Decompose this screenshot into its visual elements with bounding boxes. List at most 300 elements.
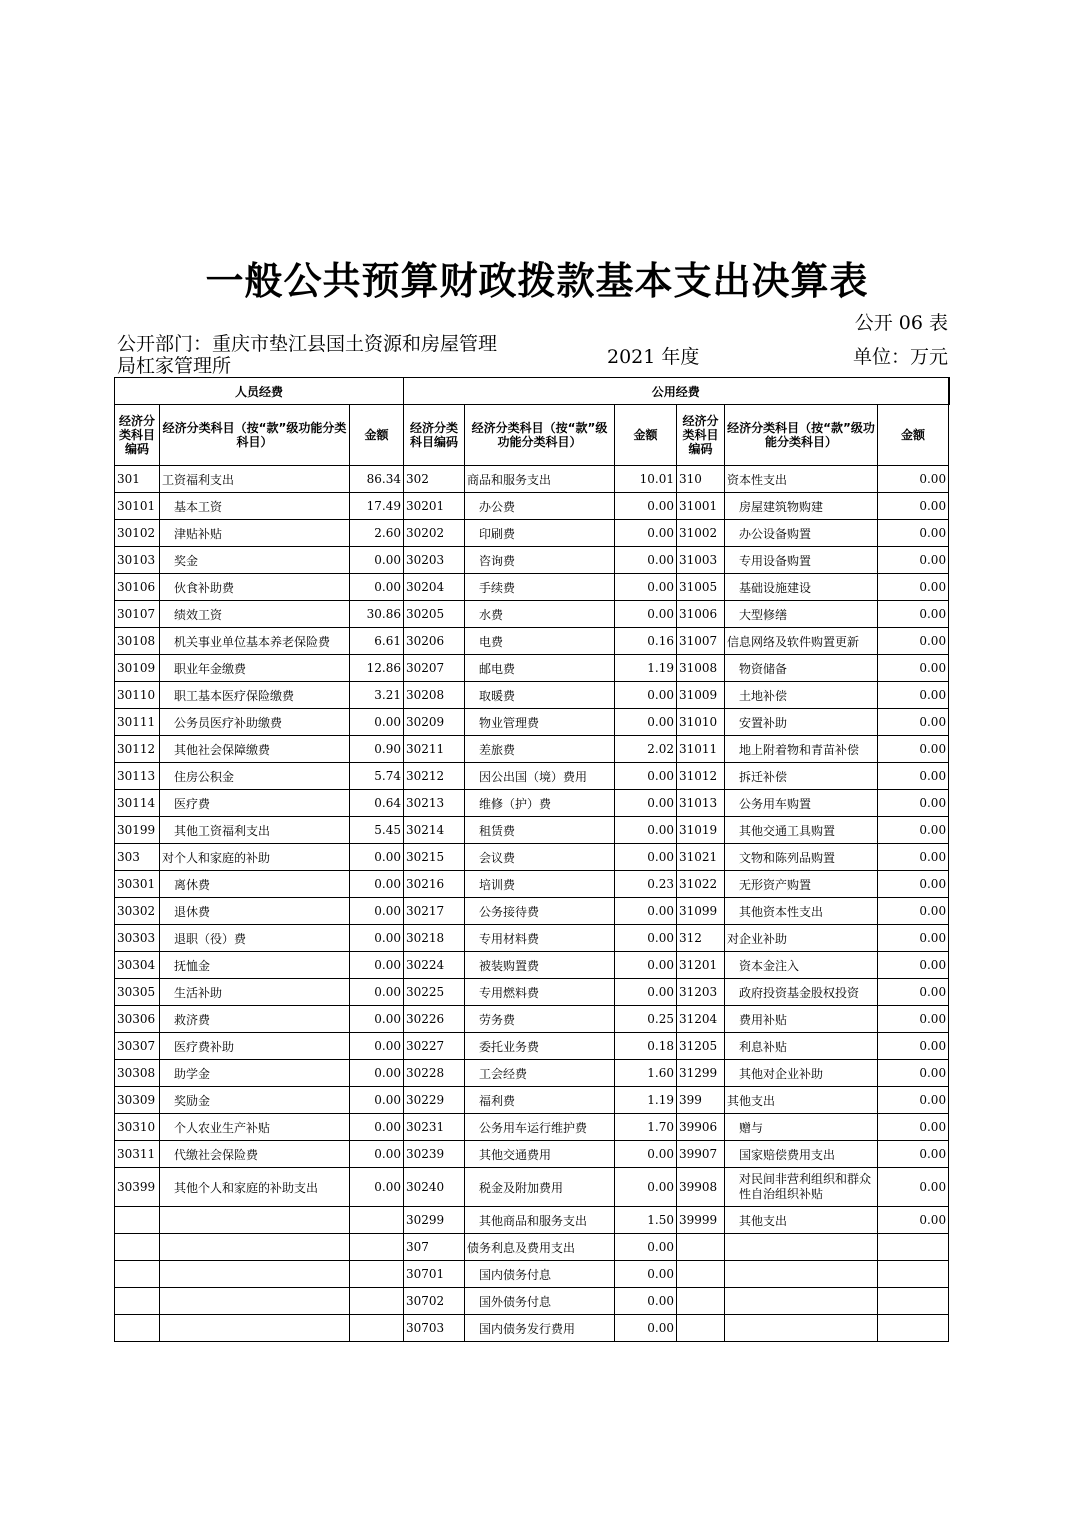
amount-cell: 0.00 [615, 547, 677, 574]
name-cell [160, 1261, 350, 1288]
name-cell: 资本性支出 [725, 466, 878, 493]
code-cell: 39907 [677, 1141, 725, 1168]
code-cell: 31001 [677, 493, 725, 520]
amount-cell [350, 1234, 404, 1261]
code-cell: 31009 [677, 682, 725, 709]
name-cell: 奖励金 [160, 1087, 350, 1114]
name-cell: 办公设备购置 [725, 520, 878, 547]
amount-cell: 0.18 [615, 1033, 677, 1060]
name-cell: 抚恤金 [160, 952, 350, 979]
code-cell: 30202 [404, 520, 465, 547]
code-cell: 307 [404, 1234, 465, 1261]
code-cell: 39906 [677, 1114, 725, 1141]
amount-cell: 0.00 [615, 682, 677, 709]
amount-cell: 0.00 [878, 979, 949, 1006]
amount-cell: 6.61 [350, 628, 404, 655]
amount-cell: 1.19 [615, 655, 677, 682]
code-cell: 30199 [115, 817, 160, 844]
name-cell: 债务利息及费用支出 [465, 1234, 615, 1261]
table-row [115, 628, 949, 655]
name-cell: 其他社会保障缴费 [160, 736, 350, 763]
code-cell [677, 1315, 725, 1342]
name-cell: 公务用车购置 [725, 790, 878, 817]
amount-cell: 30.86 [350, 601, 404, 628]
name-cell: 津贴补贴 [160, 520, 350, 547]
amount-cell [878, 1234, 949, 1261]
name-cell: 其他工资福利支出 [160, 817, 350, 844]
name-cell: 基本工资 [160, 493, 350, 520]
amount-cell: 0.00 [878, 628, 949, 655]
code-cell: 30310 [115, 1114, 160, 1141]
table-row [115, 1006, 949, 1033]
table-row [115, 574, 949, 601]
code-cell: 31021 [677, 844, 725, 871]
header-name: 经济分类科目（按“款”级功能分类科目） [465, 405, 615, 466]
table-row [115, 655, 949, 682]
amount-cell: 0.00 [350, 925, 404, 952]
table-row [115, 1114, 949, 1141]
table-row [115, 682, 949, 709]
table-row [115, 1060, 949, 1087]
code-cell [115, 1234, 160, 1261]
amount-cell: 0.00 [615, 763, 677, 790]
page-title: 一般公共预算财政拨款基本支出决算表 [205, 259, 869, 303]
amount-cell: 0.00 [878, 1087, 949, 1114]
amount-cell [878, 1261, 949, 1288]
name-cell: 咨询费 [465, 547, 615, 574]
amount-cell: 0.00 [350, 871, 404, 898]
table-row [115, 1087, 949, 1114]
amount-cell: 0.00 [878, 655, 949, 682]
name-cell: 差旅费 [465, 736, 615, 763]
table-row [115, 790, 949, 817]
name-cell: 费用补贴 [725, 1006, 878, 1033]
column-header-row [115, 405, 949, 466]
name-cell: 维修（护）费 [465, 790, 615, 817]
name-cell: 助学金 [160, 1060, 350, 1087]
code-cell: 303 [115, 844, 160, 871]
code-cell: 30703 [404, 1315, 465, 1342]
code-cell: 31013 [677, 790, 725, 817]
name-cell: 因公出国（境）费用 [465, 763, 615, 790]
name-cell: 办公费 [465, 493, 615, 520]
name-cell: 其他支出 [725, 1087, 878, 1114]
amount-cell: 86.34 [350, 466, 404, 493]
code-cell: 31019 [677, 817, 725, 844]
code-cell: 30225 [404, 979, 465, 1006]
code-cell: 30107 [115, 601, 160, 628]
amount-cell: 0.00 [878, 871, 949, 898]
name-cell: 职工基本医疗保险缴费 [160, 682, 350, 709]
name-cell: 奖金 [160, 547, 350, 574]
amount-cell: 0.00 [615, 979, 677, 1006]
name-cell: 物资储备 [725, 655, 878, 682]
amount-cell: 0.00 [878, 493, 949, 520]
amount-cell: 12.86 [350, 655, 404, 682]
amount-cell: 1.60 [615, 1060, 677, 1087]
code-cell: 30211 [404, 736, 465, 763]
name-cell: 个人农业生产补贴 [160, 1114, 350, 1141]
name-cell [160, 1288, 350, 1315]
code-cell: 30702 [404, 1288, 465, 1315]
amount-cell: 1.70 [615, 1114, 677, 1141]
code-cell [115, 1207, 160, 1234]
code-cell: 30216 [404, 871, 465, 898]
group-public: 公用经费 [404, 378, 949, 405]
code-cell: 399 [677, 1087, 725, 1114]
name-cell: 其他个人和家庭的补助支出 [160, 1168, 350, 1207]
group-personnel: 人员经费 [115, 378, 404, 405]
name-cell: 电费 [465, 628, 615, 655]
code-cell: 310 [677, 466, 725, 493]
amount-cell: 0.25 [615, 1006, 677, 1033]
code-cell: 30208 [404, 682, 465, 709]
amount-cell: 1.19 [615, 1087, 677, 1114]
amount-cell: 0.00 [615, 925, 677, 952]
name-cell [725, 1315, 878, 1342]
amount-cell: 0.00 [615, 844, 677, 871]
name-cell: 赠与 [725, 1114, 878, 1141]
code-cell: 30217 [404, 898, 465, 925]
code-cell: 30114 [115, 790, 160, 817]
department-label: 公开部门：重庆市垫江县国土资源和房屋管理局杠家管理所 [117, 333, 498, 377]
table-row [115, 817, 949, 844]
code-cell: 30299 [404, 1207, 465, 1234]
code-cell: 30306 [115, 1006, 160, 1033]
amount-cell: 0.00 [350, 547, 404, 574]
code-cell: 30311 [115, 1141, 160, 1168]
code-cell: 30240 [404, 1168, 465, 1207]
header-amount: 金额 [615, 405, 677, 466]
amount-cell: 0.00 [878, 925, 949, 952]
code-cell [115, 1315, 160, 1342]
name-cell [160, 1234, 350, 1261]
code-cell: 31204 [677, 1006, 725, 1033]
amount-cell: 0.00 [350, 979, 404, 1006]
amount-cell: 0.00 [615, 1234, 677, 1261]
table-row [115, 520, 949, 547]
code-cell: 30101 [115, 493, 160, 520]
header-name: 经济分类科目（按“款”级功能分类科目） [725, 405, 878, 466]
table-row [115, 1315, 949, 1342]
code-cell: 30214 [404, 817, 465, 844]
name-cell: 文物和陈列品购置 [725, 844, 878, 871]
name-cell: 会议费 [465, 844, 615, 871]
table-row [115, 979, 949, 1006]
amount-cell [350, 1207, 404, 1234]
code-cell: 30111 [115, 709, 160, 736]
name-cell [160, 1315, 350, 1342]
expenditure-table [114, 377, 950, 1342]
name-cell: 培训费 [465, 871, 615, 898]
form-number: 公开 06 表 [854, 312, 948, 334]
header-amount: 金额 [350, 405, 404, 466]
name-cell: 对民间非营利组织和群众性自治组织补贴 [725, 1168, 878, 1207]
name-cell: 退休费 [160, 898, 350, 925]
amount-cell: 0.00 [615, 709, 677, 736]
code-cell: 302 [404, 466, 465, 493]
name-cell: 其他支出 [725, 1207, 878, 1234]
name-cell: 国外债务付息 [465, 1288, 615, 1315]
amount-cell: 0.64 [350, 790, 404, 817]
name-cell: 拆迁补偿 [725, 763, 878, 790]
table-row [115, 1168, 949, 1207]
code-cell: 30701 [404, 1261, 465, 1288]
code-cell: 30308 [115, 1060, 160, 1087]
amount-cell: 0.00 [350, 1087, 404, 1114]
code-cell: 30227 [404, 1033, 465, 1060]
name-cell: 公务接待费 [465, 898, 615, 925]
amount-cell: 0.00 [878, 547, 949, 574]
amount-cell: 0.00 [350, 574, 404, 601]
name-cell: 大型修缮 [725, 601, 878, 628]
code-cell: 30309 [115, 1087, 160, 1114]
name-cell: 专用材料费 [465, 925, 615, 952]
name-cell: 资本金注入 [725, 952, 878, 979]
name-cell: 印刷费 [465, 520, 615, 547]
name-cell: 对企业补助 [725, 925, 878, 952]
code-cell: 30215 [404, 844, 465, 871]
name-cell: 商品和服务支出 [465, 466, 615, 493]
name-cell: 劳务费 [465, 1006, 615, 1033]
code-cell: 30110 [115, 682, 160, 709]
code-cell: 30205 [404, 601, 465, 628]
amount-cell: 0.00 [878, 817, 949, 844]
code-cell: 30231 [404, 1114, 465, 1141]
name-cell: 物业管理费 [465, 709, 615, 736]
amount-cell: 0.00 [350, 1168, 404, 1207]
name-cell: 对个人和家庭的补助 [160, 844, 350, 871]
amount-cell: 0.00 [350, 844, 404, 871]
code-cell: 30112 [115, 736, 160, 763]
code-cell: 30213 [404, 790, 465, 817]
amount-cell: 0.23 [615, 871, 677, 898]
code-cell: 30206 [404, 628, 465, 655]
code-cell: 30224 [404, 952, 465, 979]
code-cell: 30201 [404, 493, 465, 520]
amount-cell: 0.00 [878, 1060, 949, 1087]
code-cell: 30218 [404, 925, 465, 952]
code-cell: 30106 [115, 574, 160, 601]
fiscal-year: 2021 年度 [607, 346, 700, 368]
code-cell: 31005 [677, 574, 725, 601]
code-cell: 31010 [677, 709, 725, 736]
code-cell: 31201 [677, 952, 725, 979]
code-cell: 30103 [115, 547, 160, 574]
name-cell: 安置补助 [725, 709, 878, 736]
table-row [115, 736, 949, 763]
amount-cell: 0.00 [878, 844, 949, 871]
amount-cell: 0.00 [878, 790, 949, 817]
name-cell: 机关事业单位基本养老保险费 [160, 628, 350, 655]
table-row [115, 1288, 949, 1315]
code-cell: 30212 [404, 763, 465, 790]
name-cell: 公务用车运行维护费 [465, 1114, 615, 1141]
amount-cell: 0.00 [878, 952, 949, 979]
code-cell: 30204 [404, 574, 465, 601]
amount-cell: 0.00 [615, 1261, 677, 1288]
code-cell: 30102 [115, 520, 160, 547]
code-cell: 30399 [115, 1168, 160, 1207]
code-cell: 30207 [404, 655, 465, 682]
code-cell: 31003 [677, 547, 725, 574]
code-cell: 31011 [677, 736, 725, 763]
amount-cell: 0.00 [878, 736, 949, 763]
code-cell: 30229 [404, 1087, 465, 1114]
name-cell: 代缴社会保险费 [160, 1141, 350, 1168]
name-cell: 职业年金缴费 [160, 655, 350, 682]
code-cell: 30301 [115, 871, 160, 898]
name-cell: 医疗费 [160, 790, 350, 817]
amount-cell [350, 1315, 404, 1342]
name-cell [725, 1261, 878, 1288]
code-cell: 30113 [115, 763, 160, 790]
name-cell: 房屋建筑物购建 [725, 493, 878, 520]
name-cell: 其他交通工具购置 [725, 817, 878, 844]
code-cell: 30209 [404, 709, 465, 736]
amount-cell: 0.00 [615, 817, 677, 844]
amount-cell: 0.00 [878, 1033, 949, 1060]
code-cell: 31205 [677, 1033, 725, 1060]
code-cell: 30307 [115, 1033, 160, 1060]
table-row [115, 844, 949, 871]
name-cell: 其他对企业补助 [725, 1060, 878, 1087]
code-cell: 30305 [115, 979, 160, 1006]
table-row [115, 466, 949, 493]
code-cell: 30108 [115, 628, 160, 655]
code-cell [677, 1261, 725, 1288]
amount-cell: 2.02 [615, 736, 677, 763]
amount-cell: 0.00 [615, 1141, 677, 1168]
code-cell: 39908 [677, 1168, 725, 1207]
name-cell: 其他商品和服务支出 [465, 1207, 615, 1234]
amount-cell: 1.50 [615, 1207, 677, 1234]
name-cell: 国内债务发行费用 [465, 1315, 615, 1342]
name-cell: 手续费 [465, 574, 615, 601]
table-row [115, 1141, 949, 1168]
name-cell: 利息补贴 [725, 1033, 878, 1060]
name-cell: 国家赔偿费用支出 [725, 1141, 878, 1168]
name-cell: 税金及附加费用 [465, 1168, 615, 1207]
code-cell: 31002 [677, 520, 725, 547]
code-cell: 30109 [115, 655, 160, 682]
amount-cell: 0.00 [615, 520, 677, 547]
amount-cell: 0.00 [350, 1141, 404, 1168]
amount-cell: 0.00 [878, 1141, 949, 1168]
code-cell [115, 1261, 160, 1288]
name-cell: 被装购置费 [465, 952, 615, 979]
amount-cell: 0.00 [350, 1060, 404, 1087]
code-cell: 30226 [404, 1006, 465, 1033]
name-cell: 工会经费 [465, 1060, 615, 1087]
amount-cell [350, 1261, 404, 1288]
code-cell: 31012 [677, 763, 725, 790]
amount-cell: 0.00 [350, 1033, 404, 1060]
amount-cell: 0.00 [878, 682, 949, 709]
amount-cell: 17.49 [350, 493, 404, 520]
amount-cell: 0.00 [615, 493, 677, 520]
code-cell: 31299 [677, 1060, 725, 1087]
name-cell: 公务员医疗补助缴费 [160, 709, 350, 736]
amount-cell: 0.00 [615, 1315, 677, 1342]
name-cell: 取暖费 [465, 682, 615, 709]
amount-cell: 0.00 [615, 574, 677, 601]
table-row [115, 952, 949, 979]
name-cell: 政府投资基金股权投资 [725, 979, 878, 1006]
name-cell: 信息网络及软件购置更新 [725, 628, 878, 655]
table-row [115, 709, 949, 736]
name-cell: 生活补助 [160, 979, 350, 1006]
name-cell: 福利费 [465, 1087, 615, 1114]
amount-cell: 2.60 [350, 520, 404, 547]
name-cell: 工资福利支出 [160, 466, 350, 493]
amount-cell: 0.00 [878, 1168, 949, 1207]
code-cell: 30228 [404, 1060, 465, 1087]
name-cell: 租赁费 [465, 817, 615, 844]
code-cell: 30239 [404, 1141, 465, 1168]
table-row [115, 925, 949, 952]
header-amount: 金额 [878, 405, 949, 466]
amount-cell: 0.00 [350, 709, 404, 736]
name-cell: 其他交通费用 [465, 1141, 615, 1168]
code-cell: 31006 [677, 601, 725, 628]
table-row [115, 1033, 949, 1060]
name-cell: 退职（役）费 [160, 925, 350, 952]
amount-cell: 0.00 [615, 1288, 677, 1315]
code-cell [677, 1288, 725, 1315]
name-cell: 医疗费补助 [160, 1033, 350, 1060]
amount-cell: 10.01 [615, 466, 677, 493]
name-cell: 水费 [465, 601, 615, 628]
amount-cell: 0.00 [350, 952, 404, 979]
name-cell: 专用设备购置 [725, 547, 878, 574]
name-cell [160, 1207, 350, 1234]
name-cell: 地上附着物和青苗补偿 [725, 736, 878, 763]
name-cell: 离休费 [160, 871, 350, 898]
unit-label: 单位：万元 [852, 346, 948, 368]
header-code: 经济分类科目编码 [404, 405, 465, 466]
name-cell: 基础设施建设 [725, 574, 878, 601]
table-row [115, 763, 949, 790]
header-name: 经济分类科目（按“款”级功能分类科目） [160, 405, 350, 466]
amount-cell: 0.00 [350, 1006, 404, 1033]
amount-cell: 0.00 [615, 898, 677, 925]
code-cell: 30302 [115, 898, 160, 925]
name-cell [725, 1288, 878, 1315]
name-cell [725, 1234, 878, 1261]
amount-cell: 0.90 [350, 736, 404, 763]
table-row [115, 1261, 949, 1288]
amount-cell [350, 1288, 404, 1315]
amount-cell: 0.00 [878, 898, 949, 925]
amount-cell: 0.00 [878, 601, 949, 628]
name-cell: 委托业务费 [465, 1033, 615, 1060]
table-row [115, 898, 949, 925]
amount-cell: 0.00 [878, 709, 949, 736]
name-cell: 伙食补助费 [160, 574, 350, 601]
amount-cell: 0.00 [350, 1114, 404, 1141]
code-cell: 31099 [677, 898, 725, 925]
name-cell: 救济费 [160, 1006, 350, 1033]
amount-cell: 0.00 [878, 1114, 949, 1141]
code-cell: 39999 [677, 1207, 725, 1234]
code-cell: 31007 [677, 628, 725, 655]
name-cell: 住房公积金 [160, 763, 350, 790]
amount-cell: 0.16 [615, 628, 677, 655]
amount-cell: 0.00 [615, 952, 677, 979]
amount-cell: 0.00 [878, 574, 949, 601]
code-cell: 30203 [404, 547, 465, 574]
